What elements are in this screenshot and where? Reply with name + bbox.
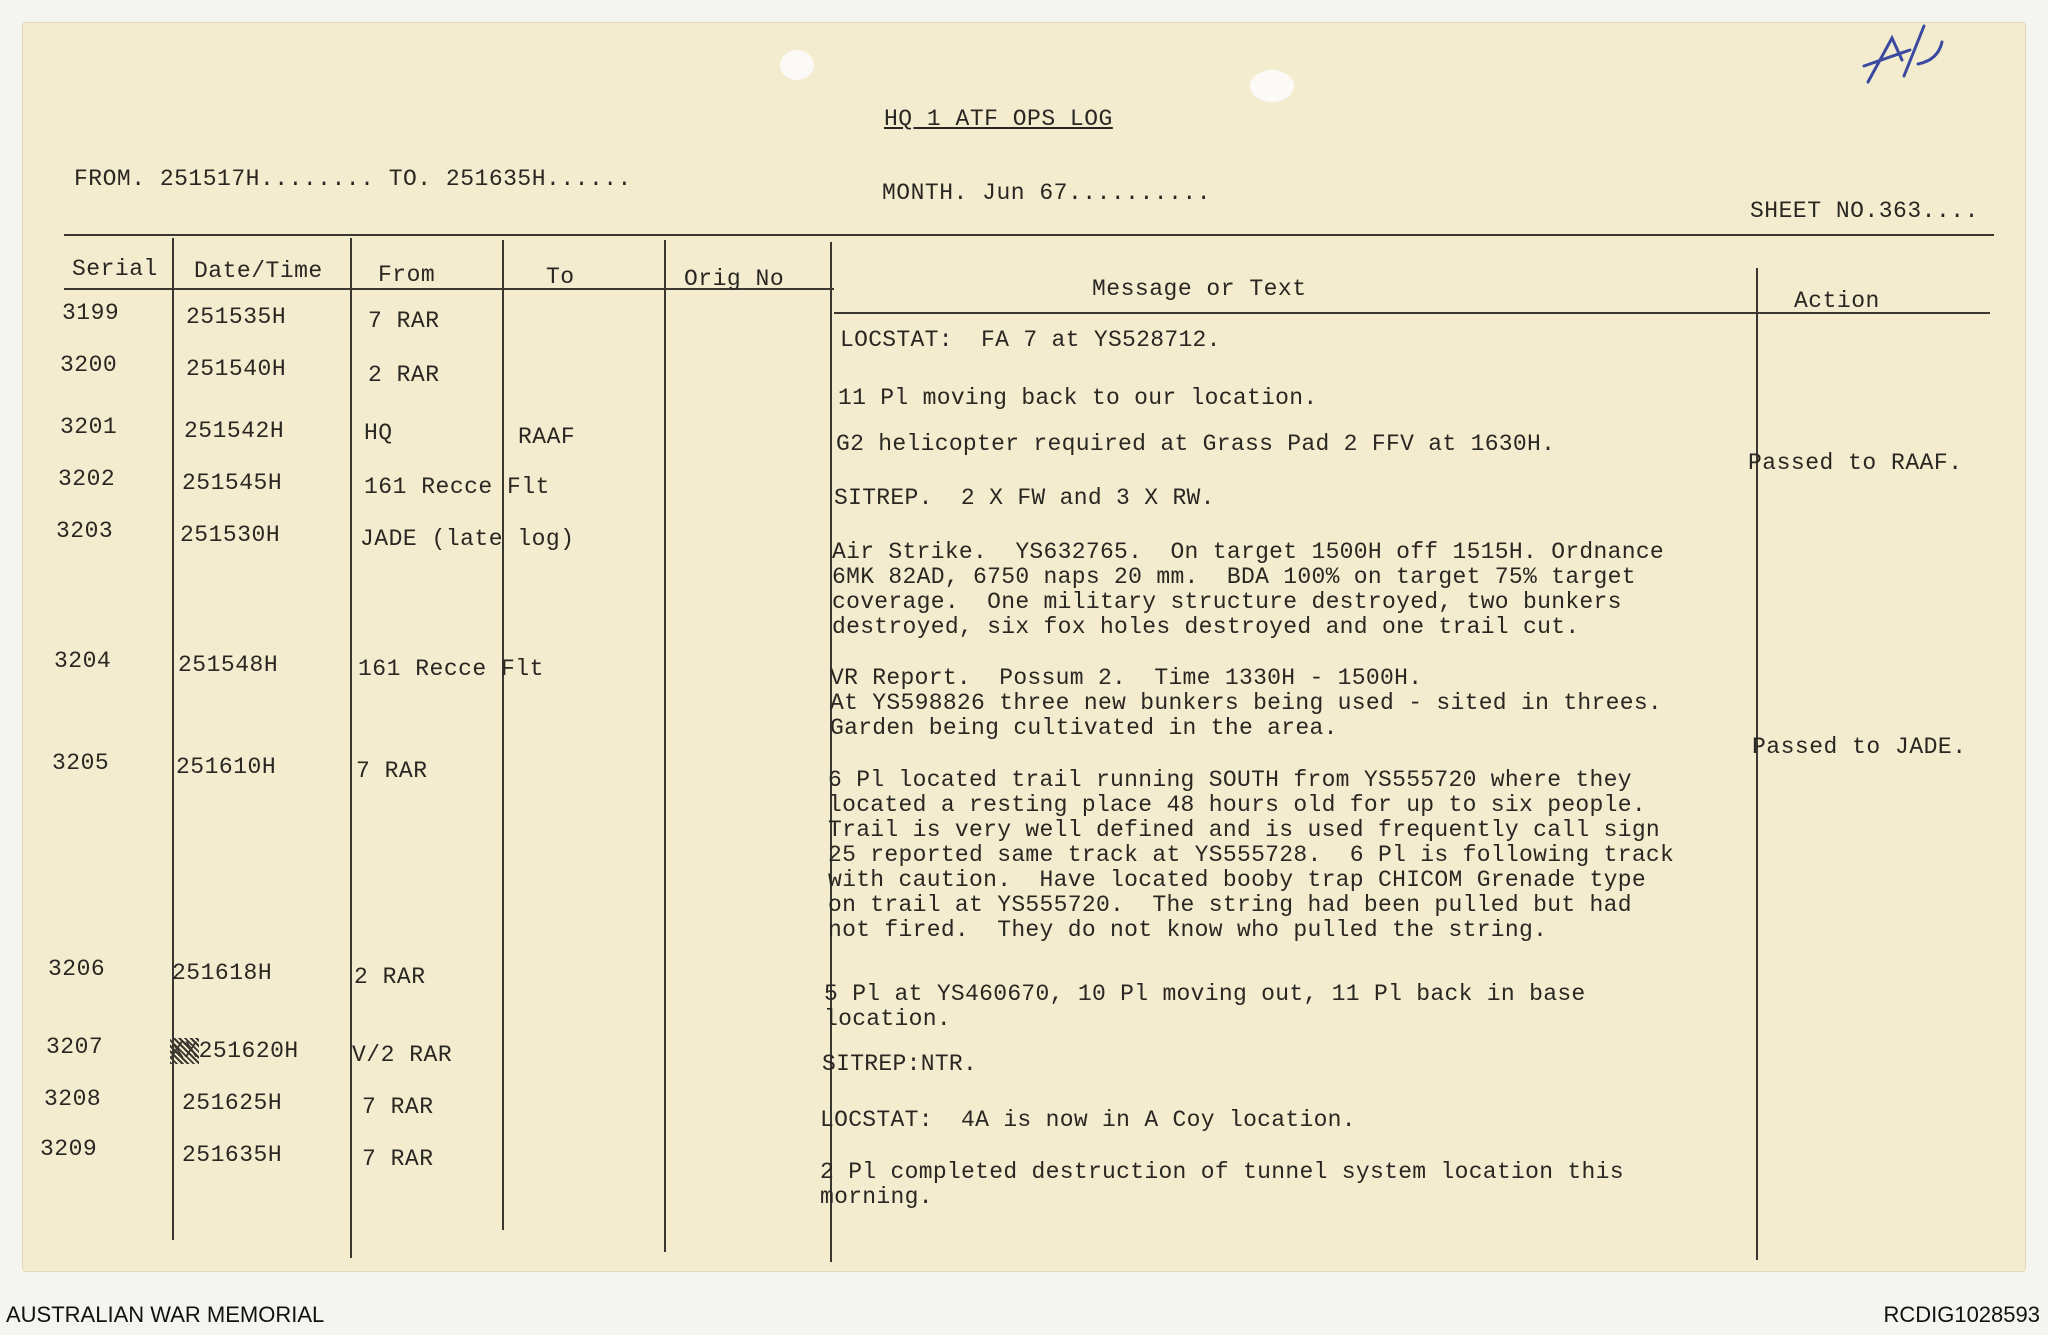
from-value: 251517H <box>159 166 260 192</box>
col-divider <box>1756 268 1758 1260</box>
to-value: 251635H <box>445 166 547 192</box>
message-cell: G2 helicopter required at Grass Pad 2 FFV at 1630H. <box>836 431 1556 457</box>
footer-record-id: RCDIG1028593 <box>1883 1302 2040 1327</box>
message-cell: SITREP:NTR. <box>822 1051 978 1077</box>
datetime-value: 251620H <box>198 1038 299 1064</box>
serial-cell: 3208 <box>44 1086 102 1112</box>
action-cell: Passed to RAAF. <box>1748 450 1963 476</box>
from-cell: V/2 RAR <box>352 1042 453 1068</box>
from-cell: 2 RAR <box>368 362 440 388</box>
message-cell: 5 Pl at YS460670, 10 Pl moving out, 11 Pl back in base location. <box>824 981 1586 1032</box>
serial-cell: 3199 <box>62 300 120 326</box>
datetime-cell: 251530H <box>180 522 281 548</box>
from-cell: 7 RAR <box>356 758 428 784</box>
action-cell: Passed to JADE. <box>1752 734 1967 760</box>
datetime-cell: 251625H <box>182 1090 283 1116</box>
struck-out-text: XX <box>170 1038 199 1064</box>
message-cell: LOCSTAT: 4A is now in A Coy location. <box>820 1107 1356 1133</box>
from-cell: 7 RAR <box>362 1146 434 1172</box>
sheet-value: 363 <box>1878 198 1922 224</box>
table-top-rule <box>64 234 1994 236</box>
dot-leader: .......... <box>1067 180 1211 206</box>
from-cell: HQ <box>364 420 393 446</box>
month-label: MONTH. <box>882 180 968 206</box>
message-cell: Air Strike. YS632765. On target 1500H off 1515H. Ordnance 6MK 82AD, 6750 naps 20 mm. BDA 100% on target 75% target coverage. One military structure destroyed, two bunkers destroyed, six fox holes destroyed and one trail cut. <box>832 539 1665 640</box>
message-cell: 2 Pl completed destruction of tunnel system location this morning. <box>820 1159 1624 1210</box>
serial-cell: 3203 <box>56 518 114 544</box>
header-message: Message or Text <box>1092 276 1307 302</box>
col-divider <box>502 240 504 1230</box>
punch-hole-right <box>1250 70 1294 102</box>
datetime-cell: 251610H <box>176 754 277 780</box>
dot-leader: ........ <box>259 166 375 192</box>
month-value: Jun 67 <box>982 180 1068 206</box>
serial-cell: 3205 <box>52 750 110 776</box>
from-cell: 2 RAR <box>354 964 426 990</box>
datetime-cell <box>170 1038 299 1064</box>
month-field <box>882 180 1211 206</box>
header-to: To <box>546 264 575 290</box>
col-divider <box>664 240 666 1252</box>
serial-cell: 3202 <box>58 466 116 492</box>
dot-leader: ...... <box>546 166 632 192</box>
punch-hole-left <box>780 50 814 80</box>
datetime-cell: 251548H <box>178 652 279 678</box>
sheet-field <box>1750 198 1979 224</box>
from-cell: 161 Recce Flt <box>358 656 544 682</box>
from-label: FROM. <box>74 166 146 192</box>
header-serial: Serial <box>72 256 158 282</box>
datetime-cell: 251535H <box>186 304 287 330</box>
datetime-cell: 251635H <box>182 1142 283 1168</box>
handwritten-annotation-icon <box>1858 20 1948 90</box>
log-title: HQ 1 ATF OPS LOG <box>884 106 1113 132</box>
serial-cell: 3206 <box>48 956 106 982</box>
to-cell: RAAF <box>518 424 576 450</box>
from-cell: 7 RAR <box>368 308 440 334</box>
dot-leader: .... <box>1921 198 1979 224</box>
message-cell: 6 Pl located trail running SOUTH from YS555720 where they located a resting place 48 hours old for up to six people. Trail is very well defined and is used frequently call sign 25 reported same track at YS555728. 6 Pl is following track with caution. Have located booby trap CHICOM Grenade type on trail at YS555720. The string had been pulled but had not fired. They do not know who pulled the string. <box>828 767 1675 943</box>
from-cell: 161 Recce Flt <box>364 474 550 500</box>
header-action: Action <box>1794 288 1880 314</box>
datetime-cell: 251545H <box>182 470 283 496</box>
serial-cell: 3201 <box>60 414 118 440</box>
col-divider <box>350 238 352 1258</box>
footer-source: AUSTRALIAN WAR MEMORIAL <box>6 1302 325 1327</box>
from-cell: JADE (late log) <box>360 526 575 552</box>
from-cell: 7 RAR <box>362 1094 434 1120</box>
datetime-cell: 251542H <box>184 418 285 444</box>
header-orig-no: Orig No <box>684 266 785 292</box>
sheet-label: SHEET NO. <box>1750 198 1879 224</box>
serial-cell: 3209 <box>40 1136 98 1162</box>
message-cell: SITREP. 2 X FW and 3 X RW. <box>834 485 1215 511</box>
serial-cell: 3207 <box>46 1034 104 1060</box>
to-label: TO. <box>388 166 432 192</box>
from-period <box>74 166 632 192</box>
serial-cell: 3200 <box>60 352 118 378</box>
document-paper <box>22 22 2026 1272</box>
serial-cell: 3204 <box>54 648 112 674</box>
header-datetime: Date/Time <box>194 258 323 284</box>
message-cell: VR Report. Possum 2. Time 1330H - 1500H. At YS598826 three new bunkers being used - sited in threes. Garden being cultivated in the area. <box>830 665 1663 741</box>
col-divider <box>172 238 174 1240</box>
datetime-cell: 251618H <box>172 960 273 986</box>
datetime-cell: 251540H <box>186 356 287 382</box>
message-cell: LOCSTAT: FA 7 at YS528712. <box>840 327 1221 353</box>
message-cell: 11 Pl moving back to our location. <box>838 385 1318 411</box>
header-from: From <box>378 262 436 288</box>
